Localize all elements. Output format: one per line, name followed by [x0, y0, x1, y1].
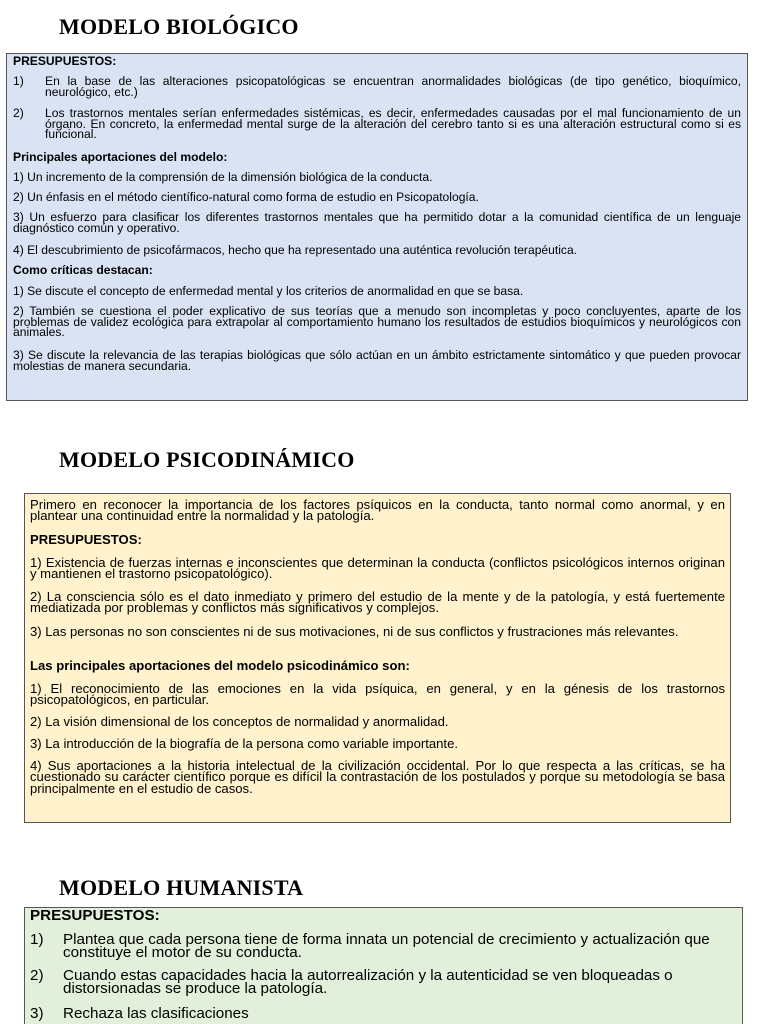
biologico-critica-item: 3) Se discute la relevancia de las terapias biológicas que sólo actúan en un ámbito estrictamente sintomático y que pueden provocar molestias de manera secundaria.	[13, 348, 741, 373]
biologico-aportacion-item: 2) Un énfasis en el método científico-natural como forma de estudio en Psicopatología.	[13, 190, 479, 204]
biologico-aportacion-item: 4) El descubrimiento de psicofármacos, hecho que ha representado una auténtica revolución terapéutica.	[13, 243, 578, 257]
biologico-critica-item: 1) Se discute el concepto de enfermedad mental y los criterios de anormalidad en que se basa.	[13, 284, 524, 298]
psicodinamico-presupuesto-item: 2) La consciencia sólo es el dato inmediato y primero del estudio de la mente y de la patología, y está fuertemente mediatizada por problemas y conflictos más significativos y complejos.	[30, 589, 725, 616]
psicodinamico-intro: Primero en reconocer la importancia de los factores psíquicos en la conducta, tanto normal como anormal, y en plantear una continuidad entre la normalidad y la patología.	[30, 497, 725, 524]
psicodinamico-presupuestos-label: PRESUPUESTOS:	[30, 532, 142, 547]
psicodinamico-presupuesto-item: 3) Las personas no son conscientes ni de sus motivaciones, ni de sus conflictos y frustraciones más relevantes.	[30, 624, 679, 639]
biologico-box	[6, 53, 748, 401]
biologico-presupuestos-label: PRESUPUESTOS:	[13, 54, 117, 68]
psicodinamico-aportacion-item: 3) La introducción de la biografía de la persona como variable importante.	[30, 736, 458, 751]
psicodinamico-aportaciones-label: Las principales aportaciones del modelo psicodinámico son:	[30, 658, 410, 673]
psicodinamico-box	[24, 493, 731, 823]
humanista-presupuestos-label: PRESUPUESTOS:	[30, 907, 160, 924]
humanista-box	[24, 907, 743, 1024]
biologico-aportaciones-label: Principales aportaciones del modelo:	[13, 150, 228, 164]
biologico-title: MODELO BIOLÓGICO	[59, 14, 299, 39]
biologico-criticas-label: Como críticas destacan:	[13, 263, 153, 277]
humanista-presupuesto-item: 2) Cuando estas capacidades hacia la autorrealización y la autenticidad se ven bloqueadas o distorsionadas se produce la patología.	[30, 967, 673, 997]
humanista-presupuesto-item: 1) Plantea que cada persona tiene de forma innata un potencial de crecimiento y actualización que constituye el motor de su conducta.	[30, 931, 710, 961]
biologico-aportacion-item: 1) Un incremento de la comprensión de la dimensión biológica de la conducta.	[13, 170, 433, 184]
biologico-presupuesto-item: 1) En la base de las alteraciones psicopatológicas se encuentran anormalidades biológicas (de tipo genético, bioquímico, neurológico, etc.)	[13, 74, 741, 99]
humanista-title: MODELO HUMANISTA	[59, 875, 304, 900]
humanista-presupuesto-item: 3) Rechaza las clasificaciones	[30, 1005, 249, 1022]
psicodinamico-title: MODELO PSICODINÁMICO	[59, 447, 355, 472]
biologico-aportacion-item: 3) Un esfuerzo para clasificar los diferentes trastornos mentales que ha permitido dotar a la comunidad científica de un lenguaje diagnóstico común y operativo.	[13, 210, 741, 235]
psicodinamico-presupuesto-item: 1) Existencia de fuerzas internas e inconscientes que determinan la conducta (conflictos psicológicos internos originan y mantienen el trastorno psicopatológico).	[30, 555, 725, 582]
biologico-presupuesto-item: 2) Los trastornos mentales serían enfermedades sistémicas, es decir, enfermedades causadas por el mal funcionamiento de un órgano. En concreto, la enfermedad mental surge de la alteración del cerebro tanto si es una alteración estructural como si es funcional.	[13, 106, 741, 142]
psicodinamico-aportacion-item: 4) Sus aportaciones a la historia intelectual de la civilización occidental. Por lo que respecta a las críticas, se ha cuestionado su carácter científico porque es difícil la contrastación de los postulados y porque su metodología se basa principalmente en el estudio de casos.	[30, 758, 725, 796]
biologico-critica-item: 2) También se cuestiona el poder explicativo de sus teorías que a menudo son incompletas y poco concluyentes, aparte de los problemas de validez ecológica para extrapolar al comportamiento humano los resultados de estudios bioquímicos y neurológicos con animales.	[13, 304, 741, 340]
psicodinamico-aportacion-item: 1) El reconocimiento de las emociones en la vida psíquica, en general, y en la génesis de los trastornos psicopatológicos, en particular.	[30, 681, 725, 708]
psicodinamico-aportacion-item: 2) La visión dimensional de los conceptos de normalidad y anormalidad.	[30, 714, 449, 729]
